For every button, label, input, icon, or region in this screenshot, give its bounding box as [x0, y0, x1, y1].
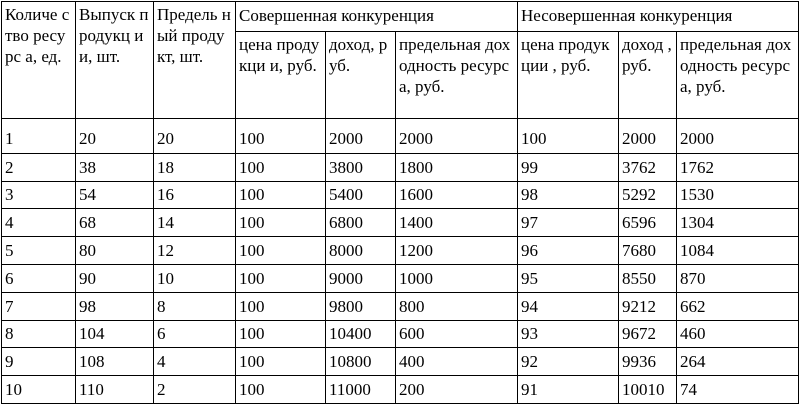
cell-marginal: 8: [154, 292, 236, 320]
header-imperfect-income: доход , руб.: [619, 32, 677, 119]
header-imperfect-competition: Несовершенная конкуренция: [518, 2, 799, 32]
cell-output: 38: [76, 153, 154, 181]
cell-price-perfect: 100: [236, 264, 326, 292]
cell-income-imperfect: 9672: [619, 320, 677, 348]
table-row: [2, 209, 799, 237]
table-row: [2, 292, 799, 320]
cell-output: 108: [76, 348, 154, 376]
cell-mrp-perfect: 1000: [396, 264, 518, 292]
cell-income-perfect: 9800: [326, 292, 396, 320]
cell-mrp-perfect: 200: [396, 376, 518, 404]
cell-price-imperfect: 98: [518, 181, 619, 209]
cell-income-perfect: 11000: [326, 376, 396, 404]
cell-price-perfect: 100: [236, 119, 326, 154]
cell-qty: 7: [2, 292, 76, 320]
cell-qty: 9: [2, 348, 76, 376]
cell-qty: 10: [2, 376, 76, 404]
cell-marginal: 12: [154, 237, 236, 265]
cell-income-imperfect: 6596: [619, 209, 677, 237]
table-row: [2, 264, 799, 292]
header-perfect-income: доход, руб.: [326, 32, 396, 119]
cell-price-perfect: 100: [236, 153, 326, 181]
cell-output: 80: [76, 237, 154, 265]
header-imperfect-price: цена продукции , руб.: [518, 32, 619, 119]
cell-income-imperfect: 9212: [619, 292, 677, 320]
header-perfect-price: цена продукци и, руб.: [236, 32, 326, 119]
cell-mrp-imperfect: 2000: [677, 119, 799, 154]
cell-mrp-perfect: 400: [396, 348, 518, 376]
cell-mrp-imperfect: 1530: [677, 181, 799, 209]
cell-mrp-perfect: 1800: [396, 153, 518, 181]
cell-marginal: 10: [154, 264, 236, 292]
cell-marginal: 6: [154, 320, 236, 348]
cell-price-perfect: 100: [236, 181, 326, 209]
cell-marginal: 16: [154, 181, 236, 209]
cell-output: 54: [76, 181, 154, 209]
table-row: [2, 320, 799, 348]
cell-price-perfect: 100: [236, 209, 326, 237]
cell-price-perfect: 100: [236, 320, 326, 348]
cell-mrp-imperfect: 460: [677, 320, 799, 348]
cell-qty: 2: [2, 153, 76, 181]
cell-price-imperfect: 95: [518, 264, 619, 292]
cell-price-imperfect: 93: [518, 320, 619, 348]
header-output: Выпуск продукц ии, шт.: [76, 2, 154, 119]
cell-income-imperfect: 3762: [619, 153, 677, 181]
cell-marginal: 18: [154, 153, 236, 181]
cell-price-perfect: 100: [236, 376, 326, 404]
cell-income-imperfect: 8550: [619, 264, 677, 292]
cell-income-imperfect: 10010: [619, 376, 677, 404]
cell-mrp-perfect: 800: [396, 292, 518, 320]
cell-mrp-imperfect: 662: [677, 292, 799, 320]
cell-mrp-imperfect: 1304: [677, 209, 799, 237]
cell-income-perfect: 3800: [326, 153, 396, 181]
cell-income-perfect: 6800: [326, 209, 396, 237]
cell-output: 110: [76, 376, 154, 404]
cell-mrp-perfect: 2000: [396, 119, 518, 154]
table-body: [2, 119, 799, 404]
table-row: [2, 181, 799, 209]
cell-income-imperfect: 9936: [619, 348, 677, 376]
cell-marginal: 4: [154, 348, 236, 376]
cell-price-imperfect: 96: [518, 237, 619, 265]
cell-price-imperfect: 100: [518, 119, 619, 154]
cell-output: 68: [76, 209, 154, 237]
table-row: [2, 153, 799, 181]
cell-mrp-perfect: 600: [396, 320, 518, 348]
header-resource-quantity: Количе ство ресурс а, ед.: [2, 2, 76, 119]
cell-income-perfect: 2000: [326, 119, 396, 154]
table-row: [2, 376, 799, 404]
cell-income-perfect: 5400: [326, 181, 396, 209]
cell-mrp-imperfect: 870: [677, 264, 799, 292]
cell-marginal: 20: [154, 119, 236, 154]
cell-qty: 5: [2, 237, 76, 265]
cell-qty: 8: [2, 320, 76, 348]
cell-income-perfect: 9000: [326, 264, 396, 292]
table-row: [2, 119, 799, 154]
cell-qty: 4: [2, 209, 76, 237]
cell-mrp-imperfect: 74: [677, 376, 799, 404]
cell-qty: 3: [2, 181, 76, 209]
cell-income-perfect: 10800: [326, 348, 396, 376]
cell-income-imperfect: 7680: [619, 237, 677, 265]
cell-marginal: 14: [154, 209, 236, 237]
resource-table: [1, 1, 799, 404]
cell-price-imperfect: 99: [518, 153, 619, 181]
cell-mrp-perfect: 1400: [396, 209, 518, 237]
cell-output: 20: [76, 119, 154, 154]
cell-mrp-perfect: 1200: [396, 237, 518, 265]
cell-mrp-imperfect: 1084: [677, 237, 799, 265]
table-row: [2, 348, 799, 376]
cell-price-perfect: 100: [236, 292, 326, 320]
cell-price-imperfect: 91: [518, 376, 619, 404]
cell-income-perfect: 10400: [326, 320, 396, 348]
cell-price-perfect: 100: [236, 237, 326, 265]
header-imperfect-mrp: предельная доходность ресурса, руб.: [677, 32, 799, 119]
cell-qty: 6: [2, 264, 76, 292]
table-row: [2, 237, 799, 265]
cell-mrp-imperfect: 1762: [677, 153, 799, 181]
cell-mrp-perfect: 1600: [396, 181, 518, 209]
header-perfect-mrp: предельная доходность ресурса, руб.: [396, 32, 518, 119]
header-perfect-competition: Совершенная конкуренция: [236, 2, 518, 32]
cell-price-perfect: 100: [236, 348, 326, 376]
cell-marginal: 2: [154, 376, 236, 404]
cell-income-perfect: 8000: [326, 237, 396, 265]
cell-output: 90: [76, 264, 154, 292]
cell-income-imperfect: 5292: [619, 181, 677, 209]
cell-qty: 1: [2, 119, 76, 154]
cell-output: 98: [76, 292, 154, 320]
cell-price-imperfect: 97: [518, 209, 619, 237]
cell-price-imperfect: 92: [518, 348, 619, 376]
cell-output: 104: [76, 320, 154, 348]
header-marginal-product: Предель ный продукт, шт.: [154, 2, 236, 119]
cell-price-imperfect: 94: [518, 292, 619, 320]
cell-income-imperfect: 2000: [619, 119, 677, 154]
cell-mrp-imperfect: 264: [677, 348, 799, 376]
